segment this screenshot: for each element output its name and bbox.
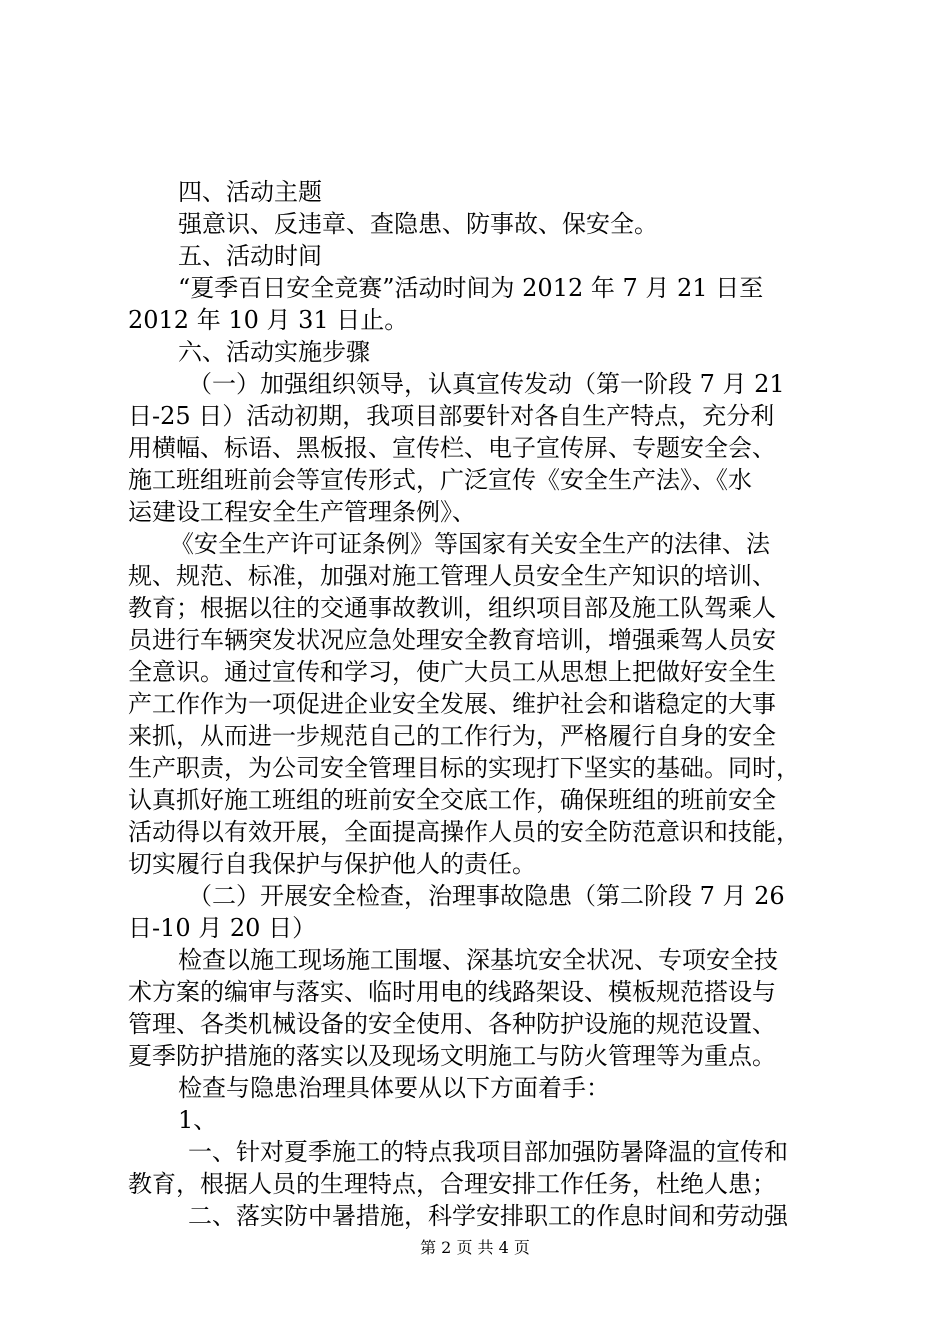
paragraph-line: 来抓，从而进一步规范自己的工作行为，严格履行自身的安全: [128, 722, 776, 750]
paragraph-line: 2012 年 10 月 31 日止。: [128, 306, 409, 334]
paragraph-line: 日-25 日）活动初期，我项目部要针对各自生产特点，充分利: [128, 402, 775, 430]
list-number: 1、: [178, 1106, 218, 1134]
paragraph-line: 夏季防护措施的落实以及现场文明施工与防火管理等为重点。: [128, 1042, 776, 1070]
section-heading-theme: 四、活动主题: [178, 178, 322, 206]
paragraph-line: 检查以施工现场施工围堰、深基坑安全状况、专项安全技: [178, 946, 778, 974]
subsection-heading-stage-one: （一）加强组织领导，认真宣传发动（第一阶段 7 月 21: [188, 370, 785, 398]
paragraph-line: 规、规范、标准，加强对施工管理人员安全生产知识的培训、: [128, 562, 776, 590]
subsection-heading-stage-two: （二）开展安全检查，治理事故隐患（第二阶段 7 月 26: [188, 882, 785, 910]
paragraph-line: “夏季百日安全竞赛”活动时间为 2012 年 7 月 21 日至: [178, 274, 764, 302]
paragraph-line: 日-10 月 20 日）: [128, 914, 317, 942]
paragraph-line: 生产职责，为公司安全管理目标的实现打下坚实的基础。同时，: [128, 754, 800, 782]
list-item-line: 教育，根据人员的生理特点，合理安排工作任务，杜绝人患；: [128, 1170, 776, 1198]
document-body: [128, 176, 833, 1232]
page-number-footer: 第 2 页 共 4 页: [420, 1238, 530, 1257]
paragraph-line: 活动得以有效开展，全面提高操作人员的安全防范意识和技能，: [128, 818, 800, 846]
list-item-line: 一、针对夏季施工的特点我项目部加强防暑降温的宣传和: [188, 1138, 788, 1166]
paragraph-line: 管理、各类机械设备的安全使用、各种防护设施的规范设置、: [128, 1010, 776, 1038]
paragraph-line: 术方案的编审与落实、临时用电的线路架设、模板规范搭设与: [128, 978, 776, 1006]
paragraph-line: 教育；根据以往的交通事故教训，组织项目部及施工队驾乘人: [128, 594, 776, 622]
paragraph-line: 施工班组班前会等宣传形式，广泛宣传《安全生产法》、《水: [128, 466, 752, 494]
paragraph-line: 全意识。通过宣传和学习，使广大员工从思想上把做好安全生: [128, 658, 776, 686]
paragraph-line: 产工作作为一项促进企业安全发展、维护社会和谐稳定的大事: [128, 690, 776, 718]
list-item-line: 二、落实防中暑措施，科学安排职工的作息时间和劳动强: [188, 1202, 788, 1230]
paragraph-line: 《安全生产许可证条例》等国家有关安全生产的法律、法: [170, 530, 770, 558]
paragraph-line: 认真抓好施工班组的班前安全交底工作，确保班组的班前安全: [128, 786, 776, 814]
paragraph-line: 用横幅、标语、黑板报、宣传栏、电子宣传屏、专题安全会、: [128, 434, 776, 462]
paragraph-line: 切实履行自我保护与保护他人的责任。: [128, 850, 536, 878]
paragraph-line: 员进行车辆突发状况应急处理安全教育培训，增强乘驾人员安: [128, 626, 776, 654]
paragraph-line: 检查与隐患治理具体要从以下方面着手：: [178, 1074, 610, 1102]
paragraph-line: 运建设工程安全生产管理条例》、: [128, 498, 476, 526]
section-heading-steps: 六、活动实施步骤: [178, 338, 370, 366]
section-heading-time: 五、活动时间: [178, 242, 322, 270]
theme-text: 强意识、反违章、查隐患、防事故、保安全。: [178, 210, 658, 238]
